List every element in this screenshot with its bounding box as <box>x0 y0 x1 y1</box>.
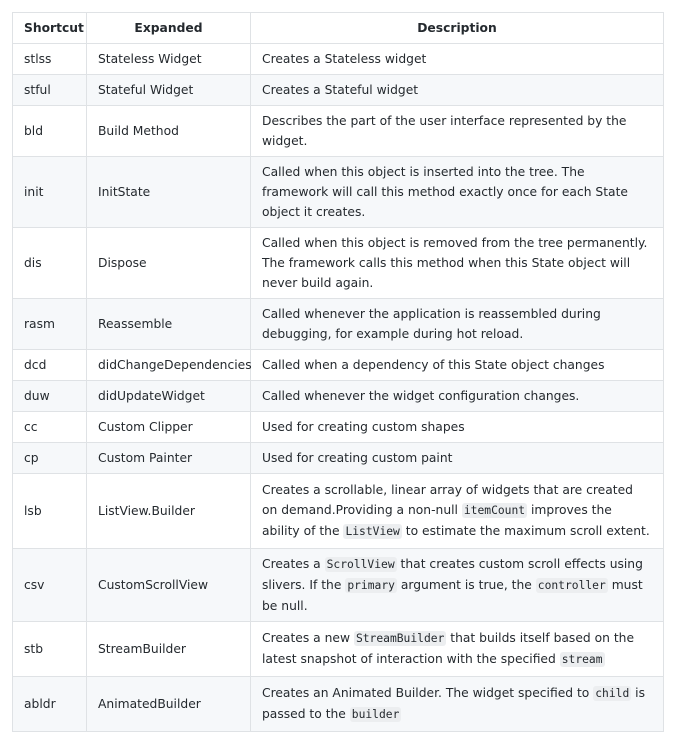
cell-shortcut: dcd <box>13 350 87 381</box>
cell-shortcut: stb <box>13 622 87 677</box>
cell-description <box>251 412 664 443</box>
cell-expanded: Custom Clipper <box>87 412 251 443</box>
cell-description <box>251 677 664 732</box>
cell-expanded: StreamBuilder <box>87 622 251 677</box>
table-row <box>13 474 664 549</box>
inline-code: StreamBuilder <box>355 632 445 645</box>
inline-code: controller <box>537 579 606 592</box>
table-row <box>13 412 664 443</box>
cell-shortcut: cp <box>13 443 87 474</box>
table-row <box>13 44 664 75</box>
description-text: Called whenever the application is reassembled during debugging, for example during hot reload. <box>262 307 601 341</box>
description-text: Used for creating custom shapes <box>262 420 465 434</box>
description-text: Creates an Animated Builder. The widget specified to <box>262 686 594 700</box>
cell-expanded: Dispose <box>87 228 251 299</box>
description-text: Creates a new <box>262 631 354 645</box>
header-shortcut: Shortcut <box>13 13 87 44</box>
cell-shortcut: duw <box>13 381 87 412</box>
inline-code: stream <box>561 653 603 666</box>
header-description: Description <box>251 13 664 44</box>
inline-code: ListView <box>345 525 400 538</box>
table-header <box>13 13 664 44</box>
cell-description <box>251 381 664 412</box>
snippet-table-container <box>12 12 663 732</box>
description-text: must be null. <box>262 578 643 613</box>
cell-description <box>251 228 664 299</box>
cell-shortcut: rasm <box>13 299 87 350</box>
cell-shortcut: stful <box>13 75 87 106</box>
cell-description <box>251 75 664 106</box>
description-text: to estimate the maximum scroll extent. <box>401 524 650 538</box>
table-row <box>13 157 664 228</box>
cell-shortcut: bld <box>13 106 87 157</box>
description-text: Creates a scrollable, linear array of widgets that are created on demand.Providing a non-null <box>262 483 633 517</box>
description-text: Describes the part of the user interface represented by the widget. <box>262 114 627 148</box>
cell-expanded: Custom Painter <box>87 443 251 474</box>
header-row <box>13 13 664 44</box>
inline-code: builder <box>351 708 400 721</box>
cell-description <box>251 622 664 677</box>
description-text: improves the ability of the <box>262 503 612 538</box>
description-text: Called when this object is removed from the tree permanently. The framework calls this method when this State object will never build again. <box>262 236 648 290</box>
description-text: Called when a dependency of this State object changes <box>262 358 605 372</box>
cell-expanded: Reassemble <box>87 299 251 350</box>
cell-description <box>251 299 664 350</box>
cell-description <box>251 157 664 228</box>
table-row <box>13 677 664 732</box>
description-text: that creates custom scroll effects using slivers. If the <box>262 557 643 592</box>
cell-shortcut: dis <box>13 228 87 299</box>
cell-description <box>251 443 664 474</box>
table-row <box>13 549 664 622</box>
table-row <box>13 443 664 474</box>
table-row <box>13 381 664 412</box>
table-row <box>13 228 664 299</box>
cell-description <box>251 106 664 157</box>
cell-shortcut: init <box>13 157 87 228</box>
cell-shortcut: stlss <box>13 44 87 75</box>
cell-expanded: AnimatedBuilder <box>87 677 251 732</box>
description-text: that builds itself based on the latest snapshot of interaction with the specified <box>262 631 635 666</box>
description-text: Creates a Stateless widget <box>262 52 427 66</box>
cell-expanded: Stateless Widget <box>87 44 251 75</box>
table-row <box>13 350 664 381</box>
description-text: Called when this object is inserted into the tree. The framework will call this method exactly once for each State object it creates. <box>262 165 628 219</box>
cell-expanded: didUpdateWidget <box>87 381 251 412</box>
description-text: Creates a Stateful widget <box>262 83 419 97</box>
description-text: is passed to the <box>262 686 645 721</box>
table-row <box>13 106 664 157</box>
table-row <box>13 75 664 106</box>
inline-code: itemCount <box>463 504 526 517</box>
table-body <box>13 44 664 732</box>
cell-description <box>251 549 664 622</box>
cell-description <box>251 474 664 549</box>
cell-shortcut: lsb <box>13 474 87 549</box>
description-text: Used for creating custom paint <box>262 451 453 465</box>
description-text: Called whenever the widget configuration changes. <box>262 389 580 403</box>
description-text: Creates a <box>262 557 325 571</box>
cell-description <box>251 350 664 381</box>
cell-shortcut: csv <box>13 549 87 622</box>
table-row <box>13 299 664 350</box>
header-expanded: Expanded <box>87 13 251 44</box>
snippet-table <box>12 12 664 732</box>
cell-expanded: didChangeDependencies <box>87 350 251 381</box>
inline-code: child <box>595 687 630 700</box>
cell-description <box>251 44 664 75</box>
cell-expanded: Build Method <box>87 106 251 157</box>
cell-shortcut: cc <box>13 412 87 443</box>
table-row <box>13 622 664 677</box>
inline-code: ScrollView <box>326 558 395 571</box>
description-text: argument is true, the <box>396 578 536 592</box>
cell-shortcut: abldr <box>13 677 87 732</box>
cell-expanded: Stateful Widget <box>87 75 251 106</box>
cell-expanded: InitState <box>87 157 251 228</box>
inline-code: primary <box>347 579 395 592</box>
cell-expanded: CustomScrollView <box>87 549 251 622</box>
cell-expanded: ListView.Builder <box>87 474 251 549</box>
